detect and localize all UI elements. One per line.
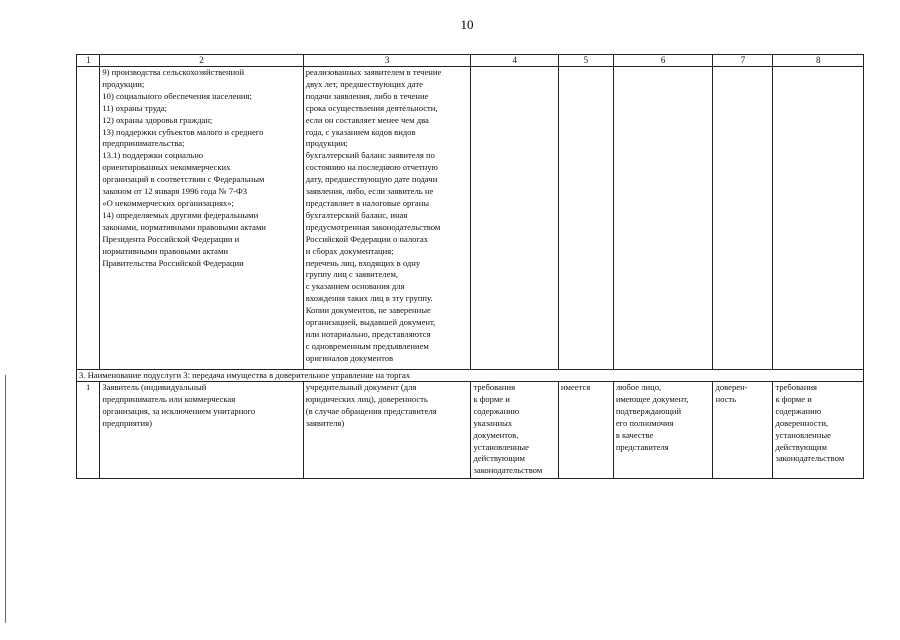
column-header: 4 [471,55,558,67]
cell-line: имеющее документ, [615,393,689,404]
cell-line: организацией, выдавшей документ, [305,317,436,328]
cell-line: перечень лиц, входящих в одну [305,257,421,268]
cell-line: законодательством [473,465,543,476]
cell-line: законом от 12 января 1996 года № 7-ФЗ [102,186,248,197]
table-row [77,382,864,479]
cell-line: законами, нормативными правовыми актами [102,221,266,232]
table-cell [613,67,713,370]
cell-line: Правительства Российской Федерации [102,257,244,268]
applicant-cell [100,382,303,479]
cell-line: документов, [473,429,519,440]
table-cell [773,67,864,370]
cell-line: года, с указанием кодов видов [305,126,416,137]
cell-line: предпринимательства; [102,138,185,149]
cell-line: предприятия) [102,417,152,428]
cell-line: предприниматель или коммерческая [102,393,236,404]
cell-line: продукции; [102,78,145,89]
cell-line: законодательством [775,453,845,464]
cell-line: действующим [473,453,525,464]
cell-line: двух лет, предшествующих дате [305,78,423,89]
cell-line: Президента Российской Федерации и [102,233,240,244]
cell-line: бухгалтерский баланс заявителя по [305,150,435,161]
cell-line: в качестве [615,429,654,440]
cell-line: любое лицо, [615,382,662,392]
cell-line: указанных [473,417,513,428]
cell-line: или нотариально, представляются [305,328,431,339]
margin-rule [5,375,6,623]
cell-line: дату, предшествующую дате подачи [305,174,438,185]
cell-line: юридических лиц), доверенность [305,393,428,404]
table-row [77,67,864,370]
cell-line: Копии документов, не заверенные [305,305,431,316]
page-number: 10 [460,17,474,32]
cell-line: с указанием основания для [305,281,405,292]
cell-line: состоянию на последнюю отчетную [305,162,438,173]
cell-line: (в случае обращения представителя [305,405,437,416]
cell-line: продукции; [305,138,348,149]
cell-line: и сборах документация; [305,245,394,256]
cell-line: представляет в налоговые органы [305,197,430,208]
cell-line: «О некоммерческих организациях»; [102,197,234,208]
authority-requirements-cell [773,382,864,479]
cell-line: 9) производства сельскохозяйственной [102,67,245,77]
conditions-cell [100,67,303,370]
cell-line: требования [775,382,818,392]
cell-line: представителя [615,441,669,452]
section-row [77,370,864,382]
cell-line: нормативными правовыми актами [102,245,228,256]
cell-line: имеется [560,382,591,392]
cell-line: подачи заявления, либо в течение [305,90,429,101]
cell-line: 10) социального обеспечения населения; [102,90,252,101]
cell-line: доверенности, [775,417,829,428]
cell-line: вхождения таких лиц в эту группу. [305,293,433,304]
services-table [76,54,864,479]
cell-line: группу лиц с заявителем, [305,269,399,280]
cell-line: организаций в соответствии с Федеральным [102,174,265,185]
cell-line: действующим [775,441,827,452]
cell-line: ориентированных некоммерческих [102,162,231,173]
column-number-row [77,55,864,67]
cell-line: 12) охраны здоровья граждан; [102,114,213,125]
row-number: 1 [77,382,100,479]
table-cell [713,67,773,370]
cell-line: заявления, либо, если заявитель не [305,186,434,197]
cell-line: содержанию [473,405,520,416]
cell-line: оригиналов документов [305,352,394,363]
cell-line: учредительный документ (для [305,382,417,392]
cell-line: установленные [775,429,831,440]
cell-line: доверен- [715,382,748,392]
documents-cell [303,382,471,479]
column-header: 3 [303,55,471,67]
cell-line: к форме и [775,393,812,404]
column-header: 1 [77,55,100,67]
cell-line: 11) охраны труда; [102,102,168,113]
column-header: 5 [558,55,613,67]
cell-line: если он составляет менее чем два [305,114,429,125]
cell-line: Заявитель (индивидуальный [102,382,207,392]
cell-line: с одновременным предъявлением [305,340,429,351]
representative-cell [613,382,713,479]
cell-line: предусмотренная законодательством [305,221,441,232]
cell-line: его полномочия [615,417,674,428]
cell-line: срока осуществления деятельности, [305,102,438,113]
documents-cell [303,67,471,370]
table-cell [77,67,100,370]
authority-document-cell [713,382,773,479]
cell-line: установленные [473,441,529,452]
cell-line: заявителя) [305,417,345,428]
table-cell [471,67,558,370]
cell-line: организация, за исключением унитарного [102,405,256,416]
cell-line: 14) определяемых другими федеральными [102,209,259,220]
availability-cell [558,382,613,479]
table-cell [558,67,613,370]
cell-line: Российской Федерации о налогах [305,233,429,244]
cell-line: 13) поддержки субъектов малого и среднего [102,126,264,137]
cell-line: содержанию [775,405,822,416]
cell-line: требования [473,382,516,392]
column-header: 2 [100,55,303,67]
cell-line: бухгалтерский баланс, иная [305,209,408,220]
column-header: 8 [773,55,864,67]
column-header: 6 [613,55,713,67]
cell-line: реализованных заявителем в течение [305,67,442,77]
cell-line: к форме и [473,393,510,404]
section-title: 3. Наименование подуслуги 3: передача имущества в доверительное управление на торгах [77,370,864,382]
requirements-cell [471,382,558,479]
column-header: 7 [713,55,773,67]
cell-line: подтверждающий [615,405,682,416]
cell-line: ность [715,393,737,404]
cell-line: 13.1) поддержки социально [102,150,204,161]
